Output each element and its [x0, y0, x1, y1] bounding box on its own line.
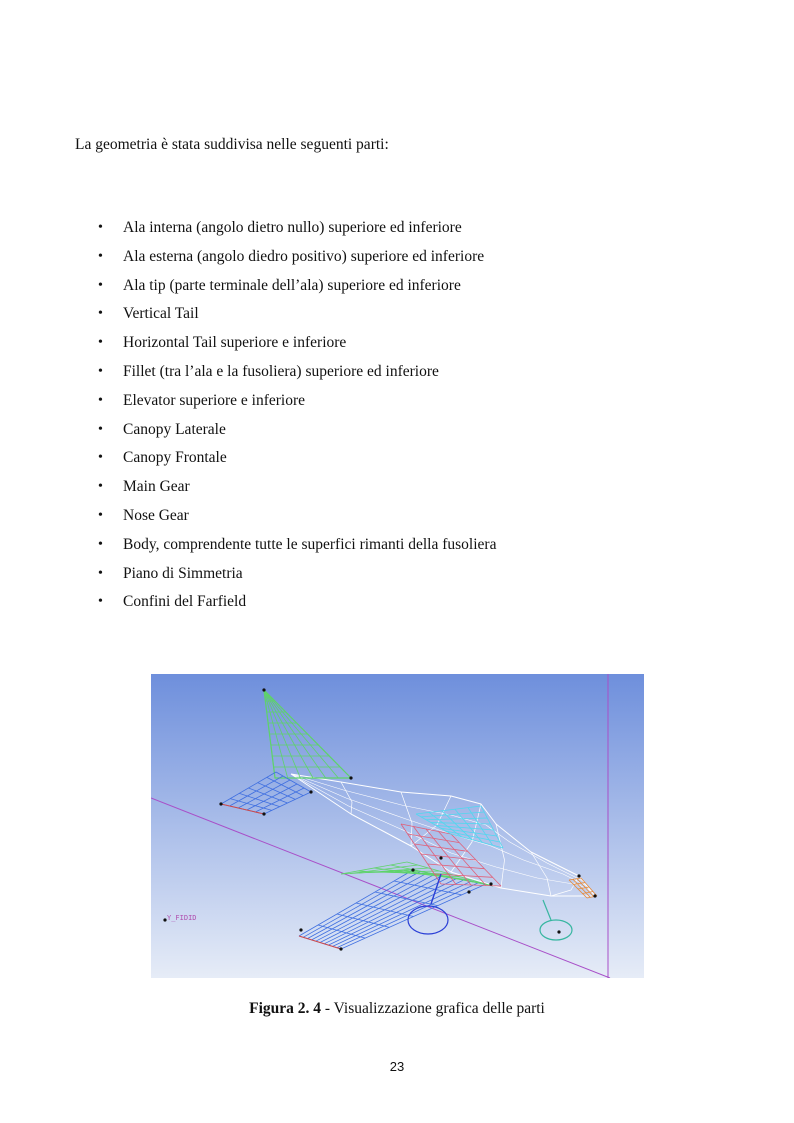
aircraft-wireframe-figure — [151, 674, 644, 978]
page-number: 23 — [389, 1059, 405, 1074]
list-item — [98, 362, 496, 391]
caption-text: - Visualizzazione grafica delle parti — [321, 1000, 545, 1017]
axis-label: Y_FIDID — [167, 914, 197, 922]
list-item — [98, 506, 496, 535]
bullet-icon: • — [98, 220, 103, 235]
list-item — [98, 420, 496, 449]
control-point — [593, 894, 596, 897]
control-point — [349, 776, 352, 779]
figure-caption — [0, 1000, 794, 1018]
list-item — [98, 247, 496, 276]
list-item-text: Vertical Tail — [123, 305, 199, 323]
caption-label: Figura 2. 4 — [249, 1000, 322, 1017]
control-point — [557, 930, 560, 933]
list-item-text: Ala esterna (angolo diedro positivo) superiore ed inferiore — [123, 247, 485, 265]
bullet-icon: • — [98, 594, 103, 610]
bullet-icon: • — [98, 450, 103, 466]
list-item-text: Nose Gear — [123, 506, 189, 524]
list-item — [98, 391, 496, 420]
list-item — [98, 333, 496, 362]
bullet-icon: • — [98, 277, 103, 293]
control-point — [339, 947, 342, 950]
list-item-text: Elevator superiore e inferiore — [123, 391, 306, 409]
list-item — [98, 477, 496, 506]
control-point — [439, 856, 442, 859]
viewport-background — [151, 674, 644, 978]
bullet-icon: • — [98, 479, 103, 495]
bullet-icon: • — [98, 421, 103, 437]
list-item-text: Ala interna (angolo dietro nullo) superiore ed inferiore — [123, 219, 462, 236]
list-item-text: Piano di Simmetria — [123, 564, 243, 582]
control-point — [411, 868, 414, 871]
list-item-text: Horizontal Tail superiore e inferiore — [123, 334, 347, 352]
list-item — [98, 304, 496, 333]
list-item — [98, 276, 496, 305]
control-point — [299, 928, 302, 931]
list-item — [98, 535, 496, 564]
list-item-text: Main Gear — [123, 478, 190, 496]
bullet-icon: • — [98, 536, 103, 552]
list-item-text: Ala tip (parte terminale dell’ala) superiore ed inferiore — [123, 276, 461, 294]
list-item — [98, 218, 496, 247]
aircraft-wireframe-image — [151, 674, 644, 978]
list-item-text: Confini del Farfield — [123, 593, 247, 611]
list-item — [98, 564, 496, 593]
control-point — [219, 802, 222, 805]
intro-paragraph: La geometria è stata suddivisa nelle seguenti parti: — [75, 136, 389, 153]
parts-list — [98, 218, 496, 621]
list-item-text: Canopy Laterale — [123, 420, 226, 438]
bullet-icon: • — [98, 507, 103, 523]
control-point — [309, 790, 312, 793]
bullet-icon: • — [98, 565, 103, 581]
control-point — [577, 874, 580, 877]
bullet-icon: • — [98, 306, 103, 322]
list-item-text: Body, comprendente tutte le superfici rimanti della fusoliera — [123, 535, 497, 553]
list-item-text: Fillet (tra l’ala e la fusoliera) superiore ed inferiore — [123, 362, 439, 380]
control-point — [262, 688, 265, 691]
control-point — [467, 890, 470, 893]
control-point — [489, 882, 492, 885]
bullet-icon: • — [98, 248, 103, 264]
control-point — [262, 812, 265, 815]
bullet-icon: • — [98, 363, 103, 379]
list-item-text: Canopy Frontale — [123, 449, 227, 467]
bullet-icon: • — [98, 335, 103, 351]
bullet-icon: • — [98, 392, 103, 408]
list-item — [98, 592, 496, 621]
list-item — [98, 448, 496, 477]
